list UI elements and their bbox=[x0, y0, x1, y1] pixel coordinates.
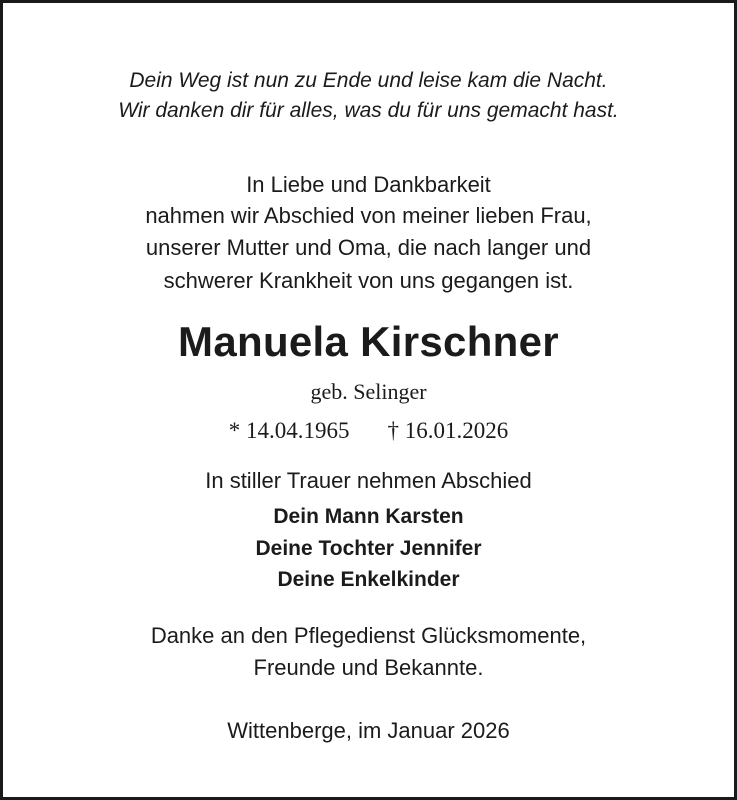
intro-line-2: nahmen wir Abschied von meiner lieben Frau, bbox=[145, 203, 592, 228]
thanks-line-1: Danke an den Pflegedienst Glücksmomente, bbox=[150, 623, 587, 648]
intro-line-4: schwerer Krankheit von uns gegangen ist. bbox=[163, 268, 574, 293]
intro-line-1: In Liebe und Dankbarkeit bbox=[246, 172, 491, 197]
intro-line-3: unserer Mutter und Oma, die nach langer und bbox=[145, 235, 592, 260]
mourner-name: Dein Mann Karsten bbox=[273, 505, 464, 528]
mourners-heading: In stiller Trauer nehmen Abschied bbox=[205, 468, 532, 493]
birth-date: * 14.04.1965 bbox=[228, 418, 350, 443]
deceased-name: Manuela Kirschner bbox=[178, 318, 559, 365]
mourner-name: Deine Enkelkinder bbox=[277, 568, 460, 591]
life-dates bbox=[3, 416, 734, 446]
thanks-line-2: Freunde und Bekannte. bbox=[253, 655, 484, 680]
mourner-name: Deine Tochter Jennifer bbox=[255, 537, 482, 560]
death-date: † 16.01.2026 bbox=[387, 418, 509, 443]
verse-line-2: Wir danken dir für alles, was du für uns gemacht hast. bbox=[118, 99, 619, 122]
maiden-name: geb. Selinger bbox=[310, 379, 427, 404]
place-and-date: Wittenberge, im Januar 2026 bbox=[227, 718, 510, 743]
verse-line-1: Dein Weg ist nun zu Ende und leise kam die Nacht. bbox=[129, 69, 608, 92]
